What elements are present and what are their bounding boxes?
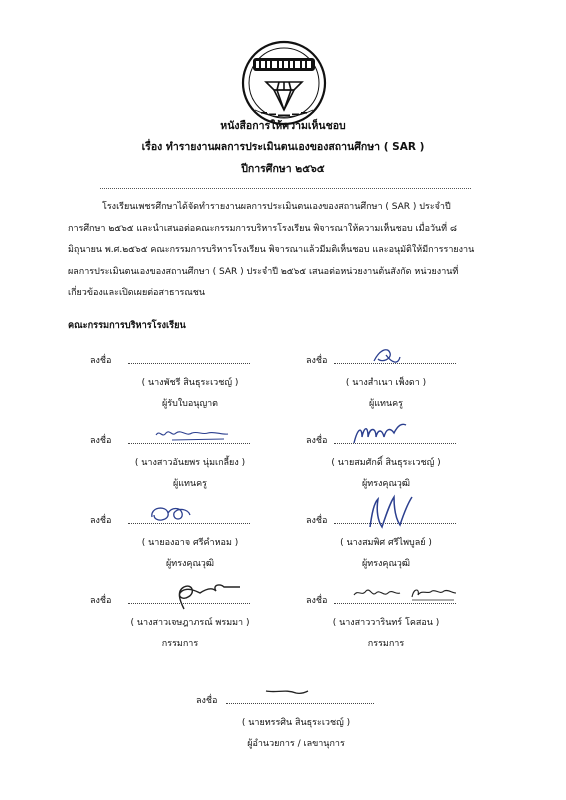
sign-label: ลงชื่อ bbox=[90, 516, 112, 526]
signatory-name: ( นางสาวเจษฎาภรณ์ พรมมา ) bbox=[130, 618, 250, 628]
body-line: โรงเรียนเพชรศึกษาได้จัดทำรายงานผลการประเมินตนเองของสถานศึกษา ( SAR ) ประจำปี bbox=[102, 202, 451, 212]
document-title: หนังสือการให้ความเห็นชอบ bbox=[220, 120, 346, 132]
signatory-role: ผู้อำนวยการ / เลขานุการ bbox=[247, 739, 345, 749]
sign-label: ลงชื่อ bbox=[306, 596, 328, 606]
handwritten-signature bbox=[366, 343, 406, 369]
handwritten-signature bbox=[146, 503, 196, 527]
signatory-name: ( นายองอาจ ศรีคำหอม ) bbox=[141, 538, 239, 548]
body-line: ผลการประเมินตนเองของสถานศึกษา ( SAR ) ประจำปี ๒๕๖๕ เสนอต่อหน่วยงานต้นสังกัด หน่วยงานที่ bbox=[68, 266, 459, 277]
signatory-name: ( นายสมศักดิ์ สินธุระเวชญ์ ) bbox=[331, 458, 441, 468]
document-subject: เรื่อง ทำรายงานผลการประเมินตนเองของสถานศึกษา ( SAR ) bbox=[141, 141, 425, 153]
signatory-name: ( นางสาวอันยพร นุ่มเกลี้ยง ) bbox=[134, 458, 246, 468]
handwritten-signature bbox=[364, 493, 414, 531]
signatory-name: ( นางสมพิศ ศรีไพบูลย์ ) bbox=[340, 538, 432, 548]
committee-heading: คณะกรรมการบริหารโรงเรียน bbox=[68, 320, 186, 331]
signature-line bbox=[226, 703, 374, 704]
sign-label: ลงชื่อ bbox=[306, 516, 328, 526]
signature-block bbox=[306, 353, 506, 409]
sign-label: ลงชื่อ bbox=[90, 596, 112, 606]
handwritten-signature bbox=[152, 425, 232, 445]
school-logo bbox=[241, 40, 327, 126]
body-line: การศึกษา ๒๕๖๕ และนำเสนอต่อคณะกรรมการบริหารโรงเรียน พิจารณาให้ความเห็นชอบ เมื่อวันที่ ๘ bbox=[68, 223, 457, 234]
academic-year: ปีการศึกษา ๒๕๖๕ bbox=[241, 163, 325, 175]
handwritten-signature bbox=[350, 419, 410, 449]
sign-label: ลงชื่อ bbox=[90, 436, 112, 446]
signatory-role: ผู้รับใบอนุญาต bbox=[161, 399, 219, 409]
signatory-role: กรรมการ bbox=[367, 639, 405, 649]
body-line: มิถุนายน พ.ศ.๒๕๖๕ คณะกรรมการบริหารโรงเรียน พิจารณาแล้วมีมติเห็นชอบ และอนุมัติให้มีการรายงาน bbox=[68, 245, 475, 255]
signature-block bbox=[306, 593, 506, 649]
signatory-role: ผู้ทรงคุณวุฒิ bbox=[166, 559, 214, 569]
sign-label: ลงชื่อ bbox=[306, 356, 328, 366]
signature-block bbox=[90, 513, 290, 569]
sign-label: ลงชื่อ bbox=[90, 356, 112, 366]
signatory-name: ( นายทรรศิน สินธุระเวชญ์ ) bbox=[241, 718, 351, 728]
signatory-role: ผู้แทนครู bbox=[368, 399, 403, 409]
handwritten-signature bbox=[166, 579, 246, 613]
signature-line bbox=[128, 363, 250, 364]
signatory-role: ผู้ทรงคุณวุฒิ bbox=[362, 559, 410, 569]
body-paragraph bbox=[68, 197, 500, 305]
signature-block bbox=[90, 593, 290, 649]
signatory-role: ผู้แทนครู bbox=[172, 479, 207, 489]
signature-block bbox=[90, 353, 290, 409]
sign-label: ลงชื่อ bbox=[196, 696, 218, 706]
signatory-name: ( นางสำเนา เพ็งดา ) bbox=[345, 378, 427, 388]
signatory-name: ( นางพัชรี สินธุระเวชญ์ ) bbox=[141, 378, 239, 388]
signature-block bbox=[90, 433, 290, 489]
handwritten-signature bbox=[262, 685, 312, 699]
signature-block bbox=[196, 693, 396, 749]
signatory-name: ( นางสาววารินทร์ โคสอน ) bbox=[332, 618, 440, 628]
signatory-role: ผู้ทรงคุณวุฒิ bbox=[362, 479, 410, 489]
signatory-role: กรรมการ bbox=[161, 639, 199, 649]
handwritten-signature bbox=[350, 583, 460, 605]
signature-block bbox=[306, 433, 506, 489]
dotted-divider bbox=[100, 188, 471, 189]
signature-block bbox=[306, 513, 506, 569]
sign-label: ลงชื่อ bbox=[306, 436, 328, 446]
body-line: เกี่ยวข้องและเปิดเผยต่อสาธารณชน bbox=[68, 288, 205, 298]
